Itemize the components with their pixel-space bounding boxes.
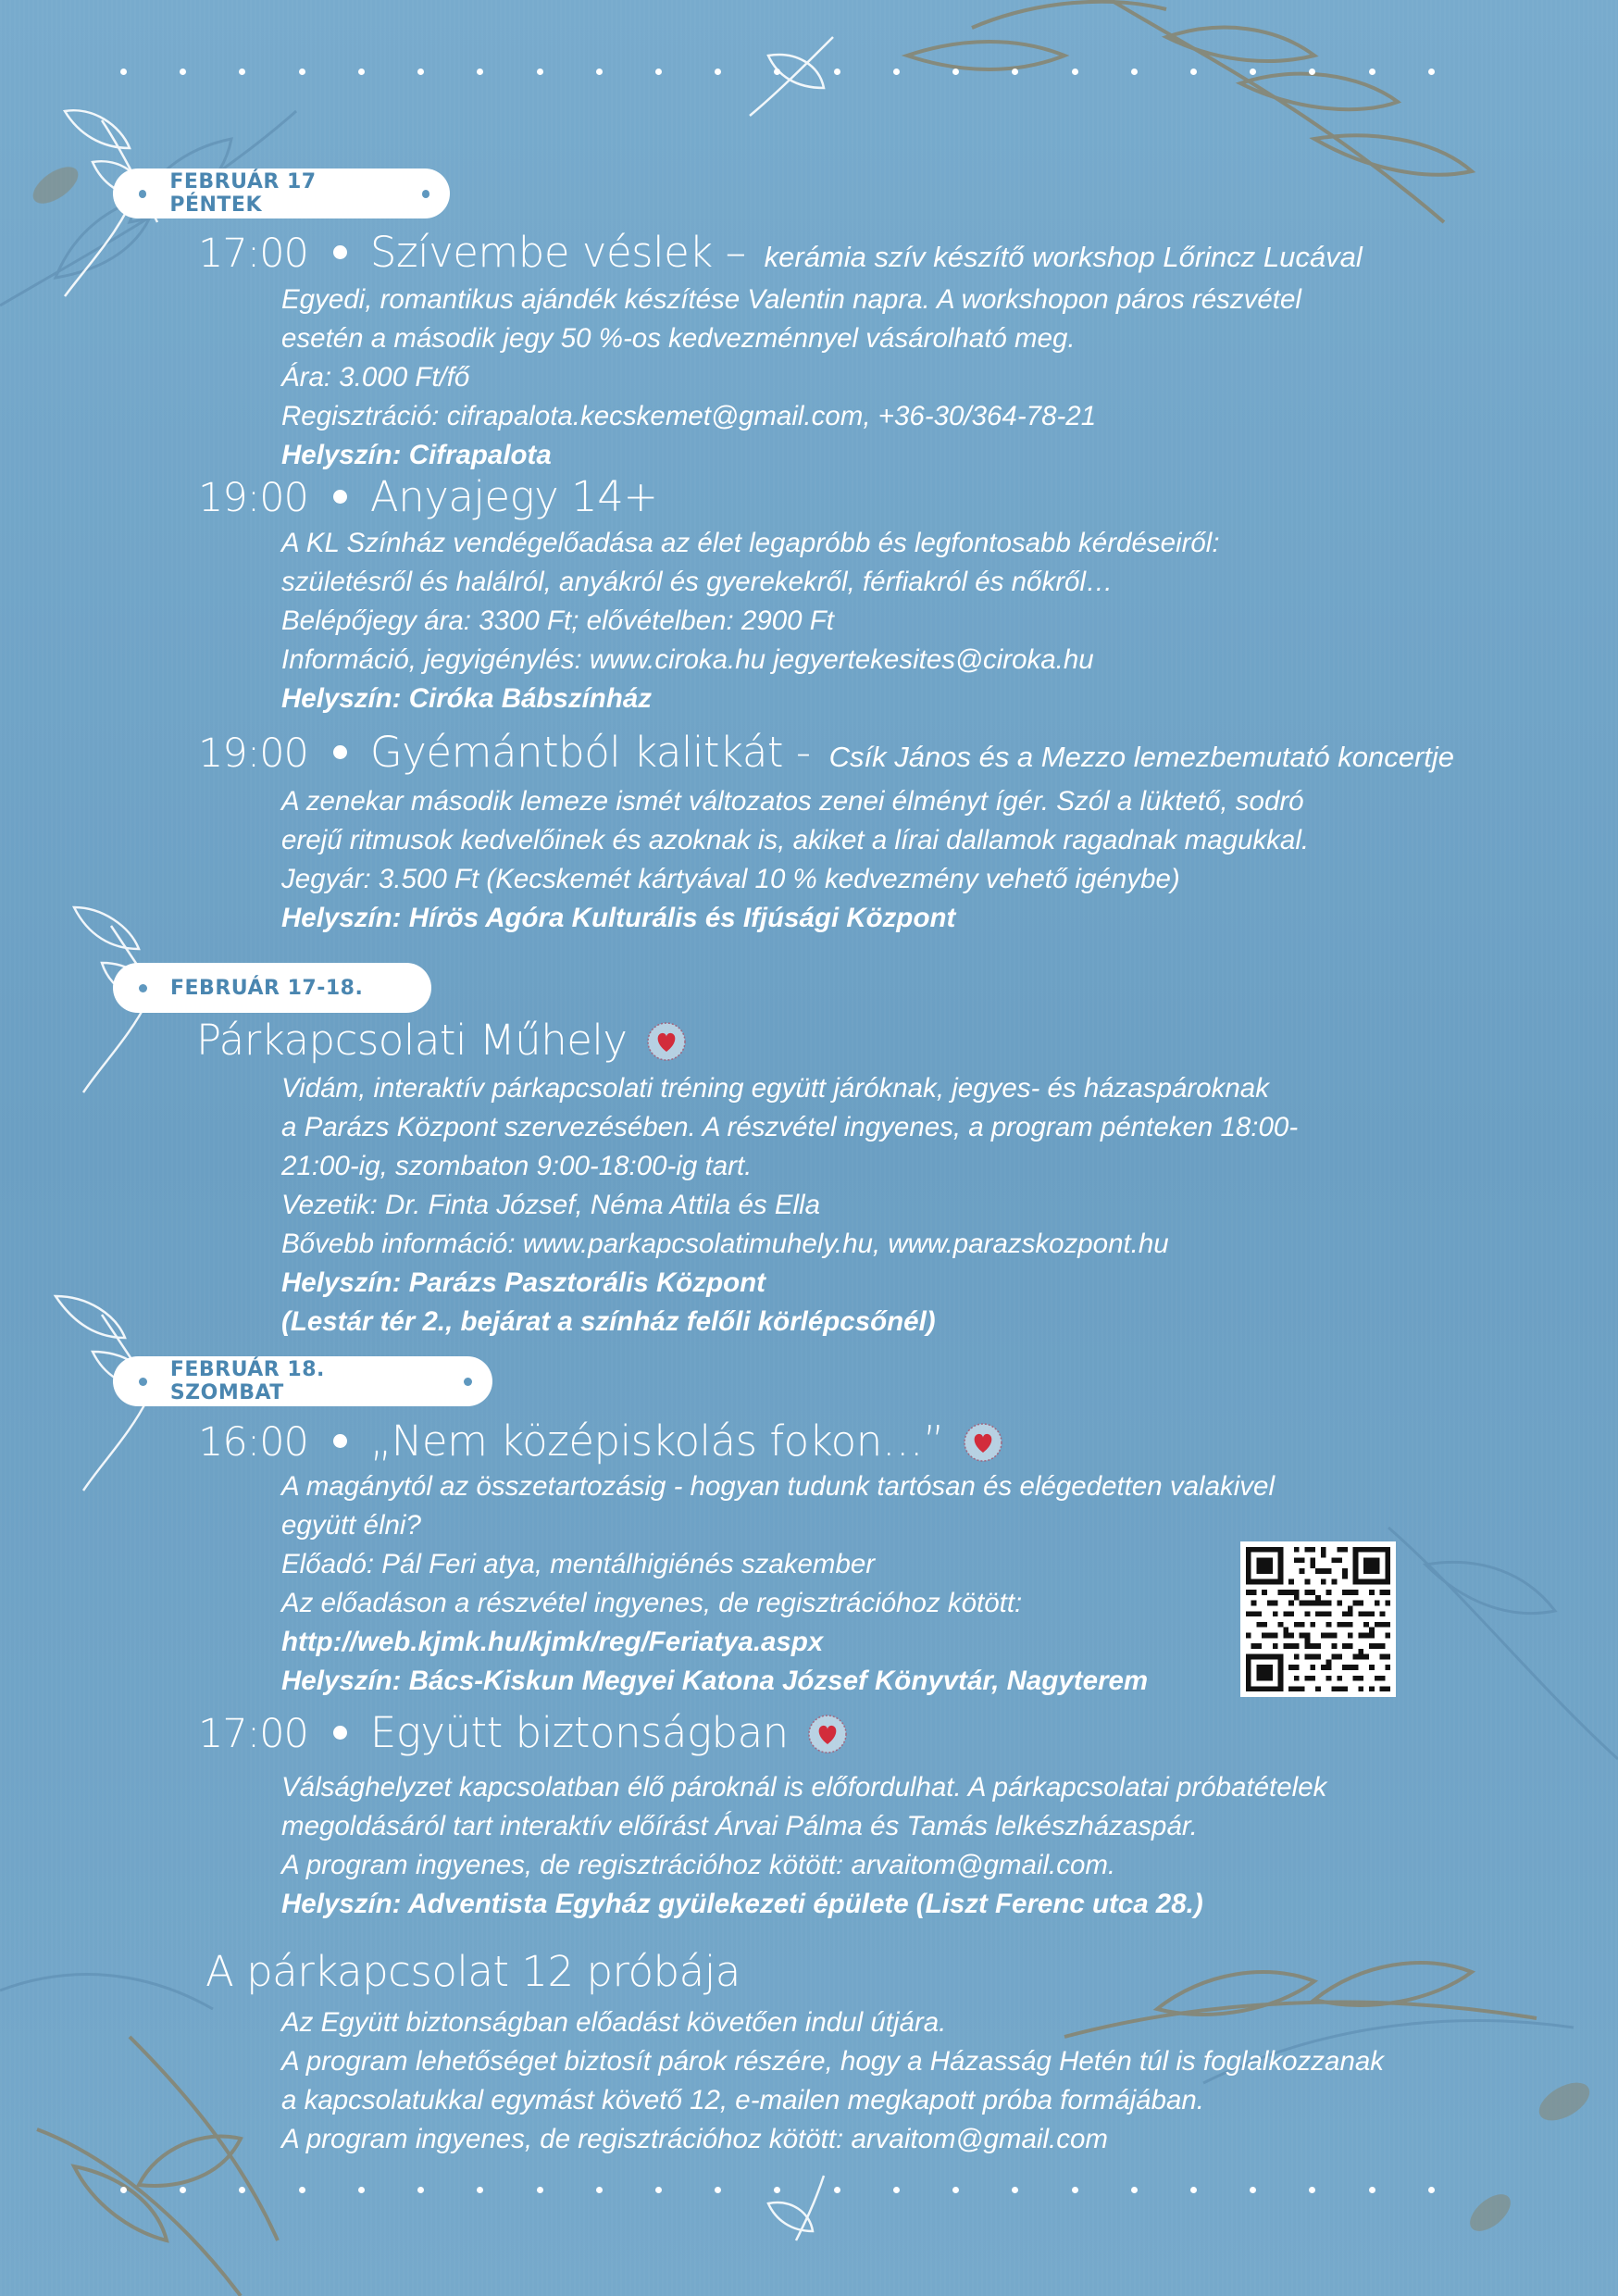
event-title-line (198, 228, 1363, 277)
event-title-line (198, 1706, 848, 1757)
description-line: Válsághelyzet kapcsolatban élő pároknál is előfordulhat. A párkapcsolatai próbatételek (281, 1772, 1327, 1803)
description-line: Az Együtt biztonságban előadást követően indul útjára. (281, 2007, 947, 2038)
description-line: a kapcsolatukkal egymást követő 12, e-mailen megkapott próba formájában. (281, 2085, 1204, 2115)
event-title: Anyajegy 14+ (369, 472, 658, 521)
description-line: A zenekar második lemeze ismét változatos zenei élményt ígér. Szól a lüktető, sodró (281, 786, 1304, 817)
event-description (281, 1768, 1326, 1924)
description-line: együtt élni? (281, 1510, 421, 1541)
event-location: Helyszín: Bács-Kiskun Megyei Katona József Könyvtár, Nagyterem (281, 1666, 1149, 1696)
date-pill-feb17-18 (113, 963, 431, 1013)
description-line: születésről és halálról, anyákról és gyerekekről, férfiakról és nőkről… (281, 567, 1114, 597)
event-time: 17:00 (198, 1711, 308, 1757)
date-label: FEBRUÁR 17-18. (170, 976, 364, 1000)
description-line: A program ingyenes, de regisztrációhoz kötött: arvaitom@gmail.com. (281, 1850, 1116, 1880)
event-time: 16:00 (198, 1419, 308, 1466)
event-location-address: (Lestár tér 2., bejárat a színház felőli körlépcsőnél) (281, 1306, 936, 1337)
description-line: a Parázs Központ szervezésében. A részvétel ingyenes, a program pénteken 18:00- (281, 1112, 1299, 1142)
event-time: 17:00 (198, 231, 308, 277)
description-line: Jegyár: 3.500 Ft (Kecskemét kártyával 10 % kedvezmény vehető igénybe) (281, 864, 1180, 894)
event-subtitle: Csík János és a Mezzo lemezbemutató koncertje (828, 741, 1455, 773)
date-pill-feb17 (113, 168, 450, 218)
description-line: megoldásáról tart interaktív előírást Árvai Pálma és Tamás lelkészházaspár. (281, 1811, 1198, 1841)
description-line: Vezetik: Dr. Finta József, Néma Attila és Ella (281, 1190, 821, 1220)
description-line: 21:00-ig, szombaton 9:00-18:00-ig tart. (281, 1151, 753, 1181)
date-pill-feb18 (113, 1356, 492, 1406)
heart-icon (963, 1422, 1003, 1463)
description-line: Bővebb információ: www.parkapcsolatimuhely.hu, www.parazskozpont.hu (281, 1229, 1169, 1259)
top-dot-border (120, 69, 1435, 80)
event-title-line (198, 728, 1454, 777)
bottom-dot-border (120, 2187, 1435, 2198)
event-title: A párkapcsolat 12 próbája (205, 1947, 741, 1996)
event-location: Helyszín: Cifrapalota (281, 440, 552, 470)
event-description (281, 2003, 1384, 2159)
description-line: Regisztráció: cifrapalota.kecskemet@gmail.com, +36-30/364-78-21 (281, 401, 1097, 431)
registration-link[interactable]: http://web.kjmk.hu/kjmk/reg/Feriatya.aspx (281, 1627, 824, 1657)
event-title-line (205, 1947, 741, 1996)
qr-code[interactable] (1240, 1541, 1396, 1697)
description-line: Információ, jegyigénylés: www.ciroka.hu jegyertekesites@ciroka.hu (281, 644, 1094, 675)
event-title: „Nem középiskolás fokon…” (369, 1416, 945, 1466)
event-location: Helyszín: Parázs Pasztorális Központ (281, 1267, 765, 1298)
event-subtitle: kerámia szív készítő workshop Lőrincz Lucával (764, 241, 1363, 273)
date-label: FEBRUÁR 17 PÉNTEK (169, 170, 317, 217)
event-title: Párkapcsolati Műhely (196, 1016, 628, 1065)
event-description (281, 1467, 1275, 1701)
description-line: Ára: 3.000 Ft/fő (281, 362, 470, 393)
event-description (281, 1069, 1298, 1341)
event-time: 19:00 (198, 475, 308, 521)
description-line: A program lehetőséget biztosít párok részére, hogy a Házasság Hetén túl is foglalkozzanak (281, 2046, 1385, 2077)
heart-icon (807, 1714, 848, 1754)
date-label: FEBRUÁR 18. SZOMBAT (169, 1358, 325, 1404)
event-location: Helyszín: Ciróka Bábszínház (281, 683, 652, 714)
event-title: Szívembe véslek – (369, 228, 746, 277)
description-line: A magánytól az összetartozásig - hogyan tudunk tartósan és elégedetten valakivel (281, 1471, 1276, 1502)
description-line: A program ingyenes, de regisztrációhoz kötött: arvaitom@gmail.com (281, 2124, 1108, 2154)
event-title: Együtt biztonságban (369, 1708, 789, 1757)
event-time: 19:00 (198, 730, 308, 777)
event-title-line (198, 472, 658, 521)
event-description (281, 524, 1220, 718)
event-location: Helyszín: Hírös Agóra Kulturális és Ifjúsági Központ (281, 903, 956, 933)
event-description (281, 281, 1301, 475)
event-location: Helyszín: Adventista Egyház gyülekezeti épülete (Liszt Ferenc utca 28.) (281, 1889, 1203, 1919)
heart-icon (646, 1021, 687, 1062)
description-line: Egyedi, romantikus ajándék készítése Valentin napra. A workshopon páros részvétel (281, 284, 1301, 315)
description-line: Az előadáson a részvétel ingyenes, de regisztrációhoz kötött: (281, 1588, 1023, 1618)
description-line: erejű ritmusok kedvelőinek és azoknak is, akiket a lírai dallamok ragadnak magukkal. (281, 825, 1310, 855)
description-line: esetén a második jegy 50 %-os kedvezménnyel vásárolható meg. (281, 323, 1076, 354)
description-line: Belépőjegy ára: 3300 Ft; elővételben: 2900 Ft (281, 605, 834, 636)
description-line: Vidám, interaktív párkapcsolati tréning együtt járóknak, jegyes- és házaspároknak (281, 1073, 1269, 1104)
description-line: Előadó: Pál Feri atya, mentálhigiénés szakember (281, 1549, 876, 1579)
event-title-line (198, 1415, 1003, 1466)
event-title-line (196, 1014, 687, 1065)
event-title: Gyémántból kalitkát - (369, 728, 811, 777)
description-line: A KL Színház vendégelőadása az élet legapróbb és legfontosabb kérdéseiről: (281, 528, 1220, 558)
event-description (281, 782, 1309, 938)
